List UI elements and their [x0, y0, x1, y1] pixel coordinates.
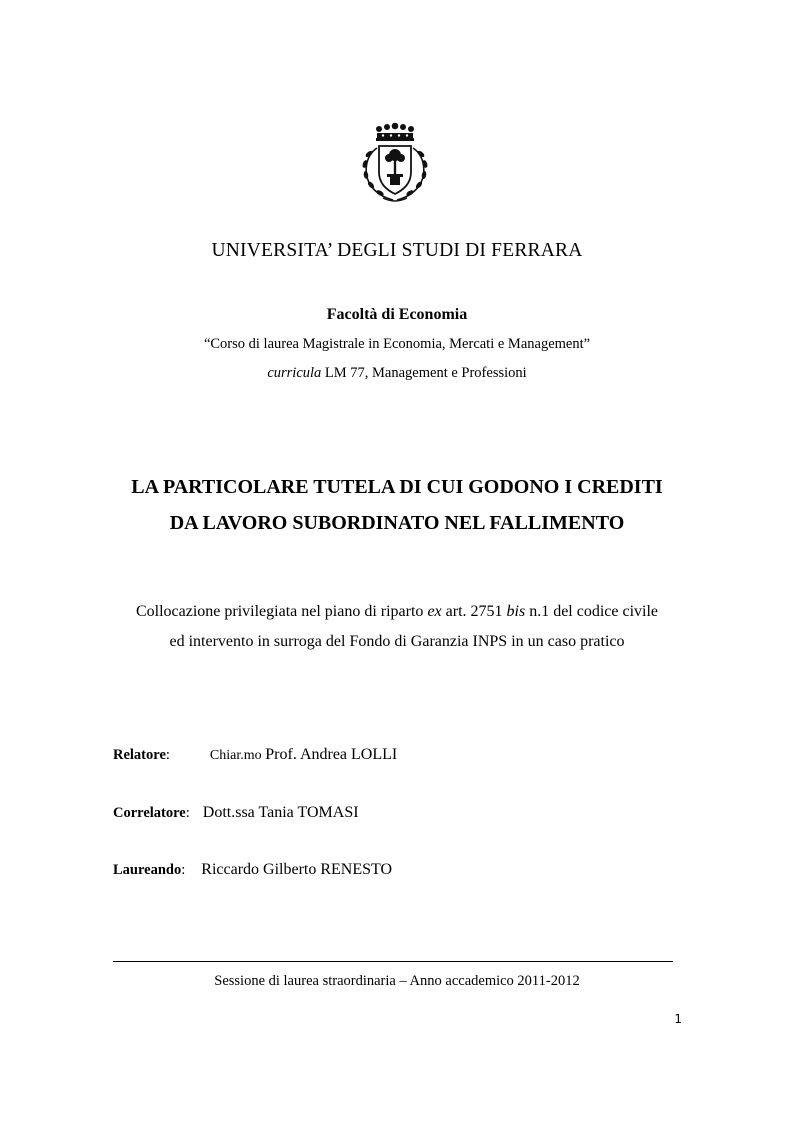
footer-divider	[113, 961, 673, 962]
subtitle-part-a: Collocazione privilegiata nel piano di riparto	[135, 603, 428, 620]
relatore-line: Relatore: Chiar.mo Prof. Andrea LOLLI	[113, 746, 398, 763]
university-name: UNIVERSITA’ DEGLI STUDI DI FERRARA	[211, 240, 583, 261]
subtitle-bis: bis	[506, 603, 526, 620]
page-number: 1	[674, 1012, 682, 1026]
course-name: “Corso di laurea Magistrale in Economia, Mercati e Management”	[203, 336, 591, 352]
curricula-line	[0, 365, 794, 382]
subtitle-part-c: n.1 del codice civile	[525, 603, 659, 620]
correlatore-label: Correlatore	[113, 805, 186, 821]
curricula-label: curricula	[267, 365, 322, 381]
curricula-detail: LM 77, Management e Professioni	[321, 365, 527, 381]
session-info: Sessione di laurea straordinaria – Anno accademico 2011-2012	[214, 973, 580, 989]
relatore-name: Prof. Andrea LOLLI	[265, 746, 398, 763]
relatore-label: Relatore	[113, 747, 166, 763]
laureando-label: Laureando	[113, 862, 182, 878]
subtitle-part-b: art. 2751	[441, 603, 507, 620]
laureando-line: Laureando: Riccardo Gilberto RENESTO	[113, 861, 393, 878]
relatore-title: Chiar.mo	[209, 748, 262, 763]
thesis-subtitle-line-2: ed intervento in surroga del Fondo di Garanzia INPS in un caso pratico	[169, 633, 625, 650]
correlatore-name: Dott.ssa Tania TOMASI	[202, 804, 359, 821]
correlatore-line: Correlatore: Dott.ssa Tania TOMASI	[113, 804, 359, 821]
laureando-name: Riccardo Gilberto RENESTO	[201, 861, 393, 878]
thesis-title-line-1: LA PARTICOLARE TUTELA DI CUI GODONO I CREDITI	[131, 476, 663, 498]
subtitle-ex: ex	[427, 603, 442, 620]
university-crest-icon	[357, 122, 433, 204]
faculty-name: Facoltà di Economia	[326, 306, 468, 323]
thesis-subtitle-line-1	[0, 603, 794, 621]
thesis-title-line-2: DA LAVORO SUBORDINATO NEL FALLIMENTO	[169, 512, 625, 534]
